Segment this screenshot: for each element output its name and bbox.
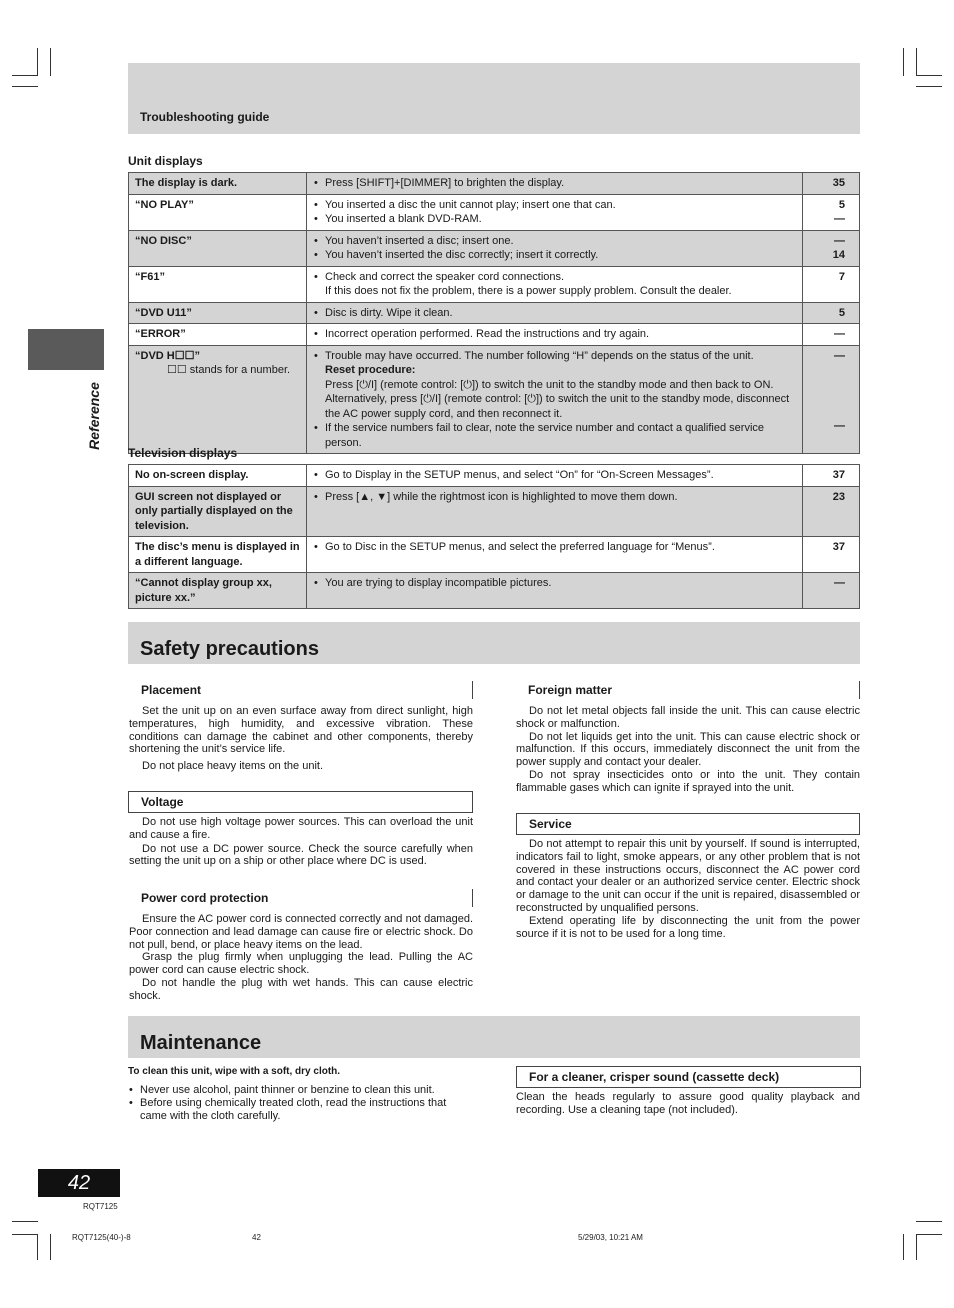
table-row: [129, 302, 860, 324]
symptom-label: “ERROR”: [135, 328, 186, 340]
symptom-cell: [129, 173, 307, 195]
remedy-cell: [307, 173, 803, 195]
cassette-text: Clean the heads regularly to assure good quality playback and recording. Use a cleaning tape (not included).: [516, 1091, 860, 1116]
remedy-cell: [307, 345, 803, 454]
symptom-cell: [129, 324, 307, 346]
remedy-line: • Incorrect operation performed. Read the instructions and try again.: [313, 327, 796, 342]
symptom-cell: [129, 573, 307, 609]
page-ref: —: [834, 420, 845, 432]
cassette-heading: For a cleaner, crisper sound (cassette deck): [516, 1066, 861, 1088]
power-cord-para: Ensure the AC power cord is connected correctly and not damaged. Poor connection and lead damage can cause fire or electric shock. Do not pull, bend, or place heavy items on the lead.: [129, 913, 473, 951]
clean-heading: To clean this unit, wipe with a soft, dry cloth.: [128, 1066, 341, 1077]
remedy-subheading: Reset procedure:: [325, 364, 416, 376]
page-ref: —: [834, 349, 845, 362]
service-text: [516, 838, 860, 940]
remedy-cell: [307, 230, 803, 266]
page-ref-cell: [803, 465, 860, 487]
remedy-line: • You are trying to display incompatible pictures.: [313, 576, 796, 591]
timestamp: 5/29/03, 10:21 AM: [578, 1233, 643, 1242]
file-name: RQT7125(40-)-8: [72, 1233, 131, 1242]
table-row: [129, 537, 860, 573]
page-ref: 23: [832, 490, 845, 503]
page-ref: 35: [832, 177, 845, 189]
page-number: 42: [38, 1169, 120, 1197]
page-ref-cell: [803, 302, 860, 324]
symptom-cell: [129, 194, 307, 230]
table-row: [129, 324, 860, 346]
service-para: Do not attempt to repair this unit by yourself. If sound is interrupted, indicators fail to light, smoke appears, or any other problem that is not covered in these instructions occurs, disconnect the AC power cord and contact your dealer or an authorized service center. Electric shock or damage to the unit can occur if the unit is repaired, disassembled or reconstructed by unqualified persons.: [516, 838, 860, 914]
header-band: [128, 63, 860, 134]
remedy-line: • You haven’t inserted the disc correctly; insert it correctly.: [313, 248, 796, 263]
clean-bullets: [128, 1084, 468, 1122]
remedy-line: • Press [▲, ▼] while the rightmost icon is highlighted to move them down.: [313, 490, 796, 505]
table-row: [129, 573, 860, 609]
page-ref: 7: [838, 270, 845, 283]
power-cord-heading: Power cord protection: [129, 889, 473, 907]
page-ref-cell: [803, 266, 860, 302]
symptom-note: ☐☐ stands for a number.: [167, 364, 291, 376]
unit-displays-table: [128, 172, 860, 454]
page-ref-cell: [803, 345, 860, 454]
symptom-cell: [129, 302, 307, 324]
remedy-line: • Check and correct the speaker cord connections.: [313, 270, 796, 285]
table-row: [129, 465, 860, 487]
voltage-text: [129, 816, 473, 868]
placement-text: [129, 705, 473, 773]
voltage-para: Do not use a DC power source. Check the source carefully when setting the unit up on a ship or other place where DC is used.: [129, 842, 473, 868]
remedy-cell: [307, 486, 803, 537]
remedy-line: • Disc is dirty. Wipe it clean.: [313, 306, 796, 321]
foreign-matter-para: Do not let liquids get into the unit. This can cause electric shock or malfunction. If this occurs, immediately disconnect the unit from the power supply and contact your dealer.: [516, 730, 860, 769]
symptom-cell: [129, 230, 307, 266]
page-ref: 5: [838, 306, 845, 319]
tv-displays-table: [128, 464, 860, 609]
symptom-label: The disc’s menu is displayed in a different language.: [135, 541, 300, 568]
remedy-line: • If the service numbers fail to clear, note the service number and contact a qualified service person.: [313, 421, 796, 450]
remedy-cell: [307, 573, 803, 609]
unit-displays-heading: Unit displays: [128, 154, 203, 168]
page-ref: —: [834, 328, 845, 340]
remedy-line: • You inserted a blank DVD-RAM.: [313, 212, 796, 227]
table-row: [129, 345, 860, 454]
maintenance-title: Maintenance: [140, 1032, 262, 1054]
remedy-line: • Go to Disc in the SETUP menus, and select the preferred language for “Menus”.: [313, 540, 796, 555]
remedy-cell: [307, 324, 803, 346]
page-ref-cell: [803, 537, 860, 573]
page-ref: —: [834, 213, 845, 225]
remedy-line: • Trouble may have occurred. The number following “H” depends on the status of the unit.: [313, 349, 796, 364]
remedy-cell: [307, 194, 803, 230]
power-cord-text: [129, 913, 473, 1003]
page-ref-cell: [803, 486, 860, 537]
symptom-cell: [129, 537, 307, 573]
page-ref-cell: [803, 230, 860, 266]
side-label: Reference: [86, 382, 102, 450]
table-row: [129, 266, 860, 302]
symptom-label: No on-screen display.: [135, 469, 249, 481]
power-cord-para: Do not handle the plug with wet hands. This can cause electric shock.: [129, 976, 473, 1002]
service-para: Extend operating life by disconnecting the unit from the power source if it is not to be used for a long time.: [516, 914, 860, 940]
symptom-label: “NO DISC”: [135, 234, 192, 247]
service-heading: Service: [516, 813, 860, 835]
remedy-cell: [307, 302, 803, 324]
page-ref: —: [834, 577, 845, 589]
safety-title: Safety precautions: [140, 638, 319, 660]
model-code: RQT7125: [83, 1202, 118, 1211]
foreign-matter-text: [516, 705, 860, 795]
page-ref-cell: [803, 324, 860, 346]
tv-displays-heading: Television displays: [128, 446, 238, 460]
symptom-label: The display is dark.: [135, 177, 238, 189]
clean-bullet: • Never use alcohol, paint thinner or benzine to clean this unit.: [128, 1084, 468, 1097]
voltage-heading: Voltage: [128, 791, 473, 813]
symptom-label: “NO PLAY”: [135, 198, 194, 211]
symptom-cell: [129, 465, 307, 487]
symptom-cell: [129, 345, 307, 454]
remedy-line: • You haven’t inserted a disc; insert one.: [313, 234, 796, 249]
page-ref-cell: [803, 173, 860, 195]
symptom-label: “F61”: [135, 270, 165, 283]
foreign-matter-heading: Foreign matter: [516, 681, 860, 699]
table-row: [129, 194, 860, 230]
symptom-cell: [129, 266, 307, 302]
page-ref: 37: [832, 469, 845, 481]
page-ref: —: [834, 234, 845, 247]
foreign-matter-para: Do not let metal objects fall inside the unit. This can cause electric shock or malfunction.: [516, 705, 860, 730]
clean-bullet: • Before using chemically treated cloth, read the instructions that came with the cloth carefully.: [128, 1097, 468, 1123]
placement-heading: Placement: [129, 681, 473, 699]
power-cord-para: Grasp the plug firmly when unplugging the lead. Pulling the AC power cord can cause electric shock.: [129, 951, 473, 977]
symptom-label: “DVD H☐☐”: [135, 349, 200, 362]
page-ref-cell: [803, 573, 860, 609]
safety-band: [128, 622, 860, 664]
page-ref: 37: [832, 541, 845, 553]
page-ref: 42: [252, 1233, 261, 1242]
symptom-label: “DVD U11”: [135, 306, 192, 319]
remedy-line: • Press [SHIFT]+[DIMMER] to brighten the display.: [313, 176, 796, 191]
foreign-matter-para: Do not spray insecticides onto or into the unit. They contain flammable gases which can ignite if sprayed into the unit.: [516, 768, 860, 794]
page-ref: 14: [832, 249, 845, 261]
remedy-line: Press [⏻/I] (remote control: [⏻]) to switch the unit to the standby mode and then back to ON.: [325, 378, 774, 391]
side-tab: [28, 329, 104, 370]
placement-para: Set the unit up on an even surface away from direct sunlight, high temperatures, high humidity, and excessive vibration. These conditions can damage the cabinet and other components, thereby shortening the unit’s service life.: [129, 705, 473, 756]
table-row: [129, 230, 860, 266]
page-ref-cell: [803, 194, 860, 230]
remedy-cell: [307, 266, 803, 302]
symptom-label: “Cannot display group xx, picture xx.”: [135, 577, 272, 604]
remedy-cell: [307, 537, 803, 573]
placement-para: Do not place heavy items on the unit.: [142, 760, 323, 773]
page-ref: 5: [838, 198, 845, 211]
remedy-cell: [307, 465, 803, 487]
remedy-line: Alternatively, press [⏻/I] (remote control: [⏻]) to switch the unit to the standby mode, disconnect the AC power supply cord, and then reconnect it.: [325, 393, 790, 420]
symptom-label: GUI screen not displayed or only partially displayed on the television.: [135, 490, 293, 532]
maintenance-band: [128, 1016, 860, 1058]
remedy-line: • You inserted a disc the unit cannot play; insert one that can.: [313, 198, 796, 213]
page-title: Troubleshooting guide: [140, 110, 270, 124]
remedy-line: • Go to Display in the SETUP menus, and select “On” for “On-Screen Messages”.: [313, 468, 796, 483]
symptom-cell: [129, 486, 307, 537]
table-row: [129, 173, 860, 195]
remedy-line: If this does not fix the problem, there is a power supply problem. Consult the dealer.: [325, 285, 732, 297]
table-row: [129, 486, 860, 537]
voltage-para: Do not use high voltage power sources. This can overload the unit and cause a fire.: [129, 816, 473, 841]
